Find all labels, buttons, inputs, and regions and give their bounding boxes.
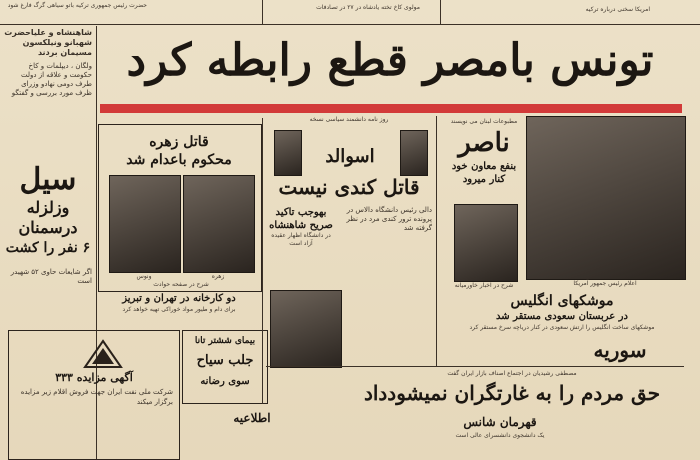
- top-divider: [0, 24, 700, 25]
- deaths-headline: ۶ نفر را کشت: [5, 240, 91, 256]
- cafe-ad-line-3: سوی رضانه: [200, 376, 250, 387]
- left-column: [0, 26, 96, 100]
- zohreh-photo-left: [109, 175, 181, 273]
- syria-headline: سوریه: [593, 338, 647, 362]
- left-body-text: ولگان ، دیپلمات و کاخ حکومت و علاقه از دولت طرف دومی نهادو وزرای ظرف مورد بررسی و گفتگو: [11, 62, 92, 97]
- warning-triangle-icon: [83, 339, 123, 369]
- zohreh-headline-2: محکوم باعدام شد: [126, 152, 232, 168]
- top-divider-right: [440, 0, 441, 24]
- zohreh-caption-2: زهره: [211, 273, 225, 280]
- bottom-subtext: یک دانشجوی دانشسرای عالی است: [455, 432, 545, 439]
- missile-headline-2: در عربستان سعودی مستقر شد: [496, 311, 628, 322]
- shah-headline-2: صریح شاهنشاه: [269, 220, 333, 231]
- oswald-headline-2: قاتل کندی نیست: [278, 175, 420, 199]
- zohreh-caption-3: شرح در صفحه حوادث: [153, 281, 209, 288]
- center-rule-right: [436, 116, 437, 366]
- cafe-ad-line-2: جلب سیاح: [196, 353, 254, 368]
- oswald-photo-small-left: [274, 130, 302, 176]
- nasser-caption: شرح در اخبار خاورمیانه: [454, 282, 514, 289]
- factory-story: [98, 292, 260, 314]
- bottom-divider: [266, 366, 684, 367]
- missile-story: [440, 292, 684, 332]
- nasser-subhead-1: بنفع معاون خود: [451, 161, 517, 172]
- nasser-subhead-2: کنار میرود: [462, 174, 506, 185]
- top-right-snippet: امریکا سخنی درباره ترکیه: [585, 6, 650, 13]
- zohreh-headline-1: قاتل زهره: [149, 134, 209, 150]
- bottom-headline: حق مردم را به غارتگران نمیشودداد: [363, 381, 661, 405]
- oswald-story: [266, 116, 432, 124]
- factory-subtext: برای دام و طیور مواد خوراکی تهیه خواهد کرد: [122, 306, 236, 313]
- nasser-photo-caption: اعلام رئیس جمهور آمریکا: [573, 280, 637, 287]
- center-photo-man: [270, 290, 342, 368]
- quake-headline: وزلزله: [26, 198, 70, 217]
- nasser-photo-small: [454, 204, 518, 282]
- bottom-kicker: مصطفی رشیدیان در اجتماع اصناف بازار ایران گفت: [447, 370, 577, 377]
- auction-ad-body: شرکت ملی نفت ایران جهت فروش اقلام زیر مزایده برگزار میکند: [20, 388, 173, 406]
- bottom-subhead: قهرمان شانس: [463, 415, 537, 429]
- zohreh-caption-1: ونوس: [136, 273, 152, 280]
- notice-heading: اطلاعیه: [233, 411, 271, 425]
- center-rule-left: [262, 118, 263, 404]
- flood-headline: سیل: [19, 162, 77, 197]
- shah-headline-1: بهوجب تاکید: [275, 207, 327, 218]
- oswald-body: دالی رئیس دانشگاه دالاس در پرونده ترور کندی مرد در نظر گرفته شد: [346, 206, 432, 232]
- missile-body: موشکهای ساخت انگلیس را ارتش سعودی در کنار دریاچه سرخ مستقر کرد: [469, 324, 655, 331]
- factory-headline: دو کارخانه در تهران و تبریز: [122, 293, 236, 304]
- top-left-snippet: حضرت رئیس جمهوری ترکیه باتو سیاهی گرگ فارغ شود: [7, 2, 147, 9]
- shah-body: در دانشگاه اظهار عقیده آزاد است: [271, 232, 331, 247]
- zohreh-box: [98, 124, 262, 292]
- nasser-story: [440, 118, 528, 186]
- auction-ad-title: آگهی مزایده ۳۳۳: [55, 371, 133, 384]
- top-divider-left: [262, 0, 263, 24]
- left-small-headline: شاهنشاه و علیاحضرت شهبانو ونیلکسون مسیمان بردند: [4, 28, 92, 57]
- shah-story: [266, 206, 336, 248]
- zohreh-photo-right: [183, 175, 255, 273]
- semnan-headline: درسمنان: [18, 218, 78, 237]
- missile-headline-1: موشکهای انگلیس: [510, 293, 614, 309]
- main-headline: تونس بامصر قطع رابطه کرد: [126, 35, 654, 86]
- flood-body: اگر شایعات حاوی ۵۲ شهیدر است: [10, 268, 92, 285]
- top-middle-snippet: مولوی کاخ تخته یادشاه در ۲۷ در تصادفات: [316, 4, 420, 11]
- cafe-ad-box: [182, 330, 268, 404]
- oswald-kicker: روز نامه دانشمند سیاسی نسخه: [309, 116, 389, 123]
- auction-ad-box: [8, 330, 180, 460]
- nasser-photo-large: [526, 116, 686, 280]
- red-rule: [100, 104, 682, 113]
- oswald-headline-1: اسوالد: [325, 146, 375, 167]
- oswald-photo-small-right: [400, 130, 428, 176]
- nasser-headline: ناصر: [458, 128, 510, 158]
- nasser-kicker: مطبوعات لبنان می نویسند: [450, 118, 518, 125]
- cafe-ad-line-1: بیمای ششتر تانا: [194, 336, 256, 346]
